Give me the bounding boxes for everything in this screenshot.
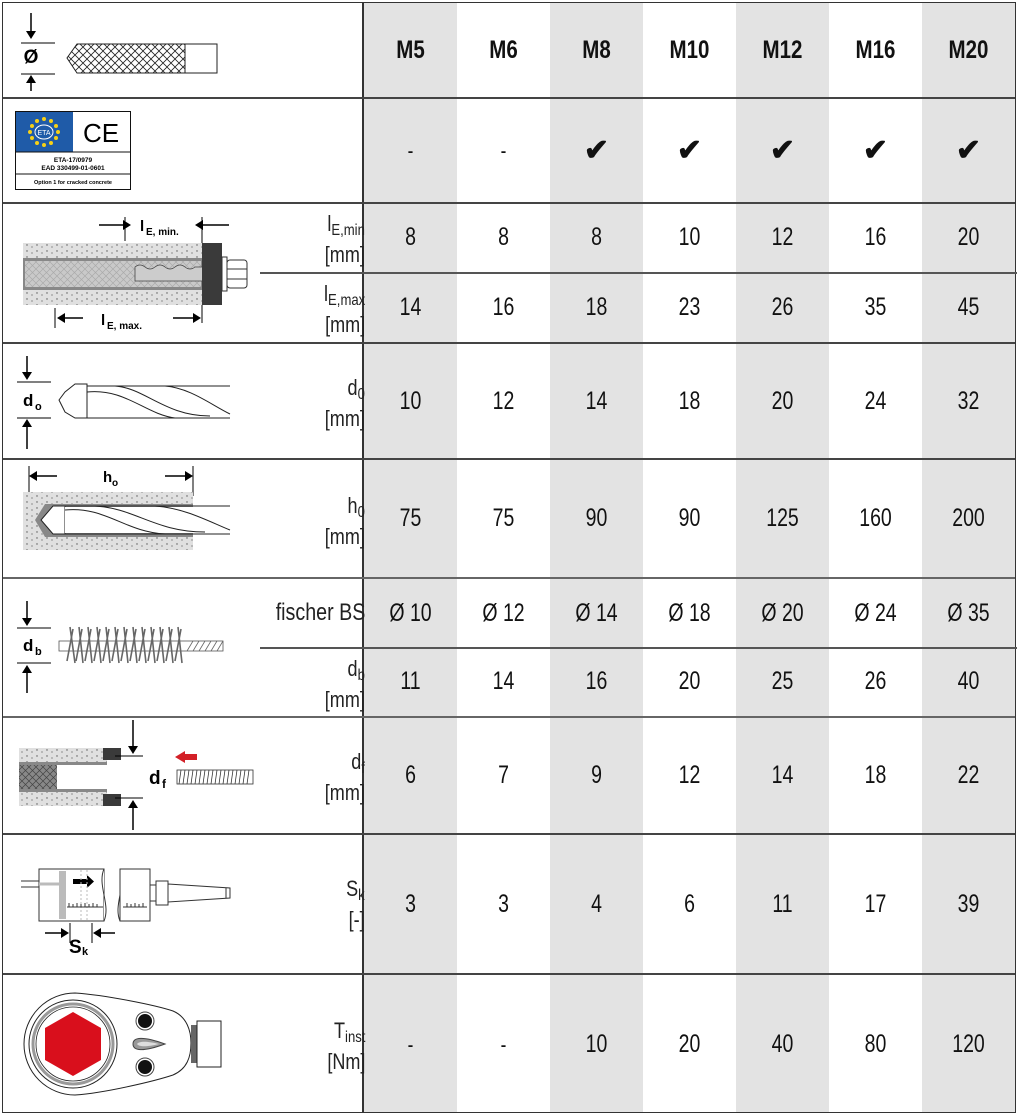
h0-m5: 75 <box>399 504 422 532</box>
brush-m12: Ø 20 <box>761 598 804 627</box>
eta-value-m6: - <box>500 137 507 163</box>
le-max-m6: 16 <box>492 292 515 321</box>
svg-text:S: S <box>69 937 82 955</box>
svg-text:l: l <box>101 312 106 329</box>
brush-diameter-row <box>3 647 1015 716</box>
tinst-m5: - <box>407 1031 414 1057</box>
h0-label: $h_0$ [mm] <box>324 493 365 549</box>
brush-m10: Ø 18 <box>668 598 711 627</box>
df-m6: 7 <box>498 761 509 789</box>
le-min-m10: 10 <box>678 222 701 251</box>
torque-wrench-icon <box>15 987 225 1102</box>
h0-m20: 200 <box>952 504 985 532</box>
h0-m6: 75 <box>492 504 515 532</box>
d0-m6: 12 <box>492 386 515 415</box>
d0-m20: 32 <box>957 386 980 415</box>
svg-text:E, max.: E, max. <box>107 321 143 332</box>
tinst-m20: 120 <box>952 1030 985 1058</box>
anchor-specification-table <box>2 2 1016 1113</box>
eta-value-m5: - <box>407 137 414 163</box>
sk-m5: 3 <box>405 889 416 918</box>
db-m12: 25 <box>771 667 794 695</box>
d0-label: $d_0$ [mm] <box>324 375 365 431</box>
db-m8: 16 <box>585 667 608 695</box>
svg-text:Ø: Ø <box>23 47 39 68</box>
eta-checkmark-icon-m10: ✔ <box>676 134 703 167</box>
drill-diameter-row <box>3 344 1015 458</box>
le-min-m16: 16 <box>864 222 887 251</box>
db-m5: 11 <box>400 667 421 695</box>
le-min-m5: 8 <box>405 222 416 251</box>
tinst-m10: 20 <box>678 1030 701 1058</box>
svg-text:ETA-17/0979: ETA-17/0979 <box>53 157 93 164</box>
tinst-m16: 80 <box>864 1030 887 1058</box>
svg-text:o: o <box>35 401 42 413</box>
dispenser-scale-icon <box>15 855 245 955</box>
d0-m10: 18 <box>678 386 701 415</box>
drill-bit-diameter-icon <box>15 354 235 452</box>
le-max-m8: 18 <box>585 292 608 321</box>
fixture-clearance-row <box>3 718 1015 833</box>
df-m20: 22 <box>957 761 980 789</box>
d0-m5: 10 <box>399 386 422 415</box>
df-m16: 18 <box>864 761 887 789</box>
column-header-m12: M12 <box>762 35 803 64</box>
column-header-m16: M16 <box>855 35 896 64</box>
le-max-m5: 14 <box>399 292 422 321</box>
h0-m12: 125 <box>766 504 799 532</box>
h0-m10: 90 <box>678 504 701 532</box>
df-m8: 9 <box>591 761 602 789</box>
sk-label: $S_k$ [-] <box>346 876 365 932</box>
df-label: $d_f$ [mm] <box>324 749 365 805</box>
le-min-m20: 20 <box>957 222 980 251</box>
embedment-max-row <box>3 272 1015 342</box>
header-row <box>3 3 1015 97</box>
le-max-label: $l_{E,max}$ [mm] <box>323 281 365 337</box>
sk-m16: 17 <box>864 889 887 918</box>
brush-m6: Ø 12 <box>482 598 525 627</box>
column-header-m20: M20 <box>948 35 989 64</box>
svg-text:o: o <box>112 478 119 489</box>
tinst-label: $T_{inst}$ [Nm] <box>326 1018 365 1074</box>
sk-m12: 11 <box>772 889 793 918</box>
drill-hole-depth-icon <box>15 464 235 552</box>
d0-m12: 20 <box>771 386 794 415</box>
sk-m6: 3 <box>498 889 509 918</box>
eta-ce-certification-logo <box>15 111 131 191</box>
svg-text:d: d <box>23 391 34 410</box>
brush-type-label: fischer BS <box>275 599 365 626</box>
column-header-m6: M6 <box>489 35 518 64</box>
db-m20: 40 <box>957 667 980 695</box>
installation-torque-row <box>3 975 1015 1114</box>
le-min-m8: 8 <box>591 222 602 251</box>
diameter-threaded-rod-icon <box>15 11 225 91</box>
sk-m20: 39 <box>957 889 980 918</box>
fixture-hole-diameter-icon <box>15 718 255 833</box>
eta-checkmark-icon-m16: ✔ <box>862 134 889 167</box>
svg-text:f: f <box>162 777 166 791</box>
df-m5: 6 <box>405 761 416 789</box>
embedment-min-row <box>3 202 1015 272</box>
tinst-m8: 10 <box>585 1030 608 1058</box>
db-label: $d_b$ [mm] <box>324 656 365 712</box>
le-max-m20: 45 <box>957 292 980 321</box>
svg-text:Option 1 for cracked concrete: Option 1 for cracked concrete <box>34 180 112 186</box>
le-min-m12: 12 <box>771 222 794 251</box>
svg-text:l: l <box>140 218 145 235</box>
db-m10: 20 <box>678 667 701 695</box>
eta-checkmark-icon-m20: ✔ <box>955 134 982 167</box>
brush-m16: Ø 24 <box>854 598 897 627</box>
svg-text:ETA: ETA <box>37 130 51 137</box>
sk-m10: 6 <box>684 889 695 918</box>
dispenser-stroke-row <box>3 835 1015 973</box>
tinst-m6: - <box>500 1031 507 1057</box>
le-min-m6: 8 <box>498 222 509 251</box>
h0-m16: 160 <box>859 504 892 532</box>
df-m10: 12 <box>678 761 701 789</box>
db-m16: 26 <box>864 667 887 695</box>
svg-text:h: h <box>103 469 113 486</box>
brush-type-row <box>3 579 1015 647</box>
le-min-label: $l_{E,min}$ [mm] <box>324 211 365 267</box>
insertion-arrow-icon <box>175 751 197 763</box>
le-max-m16: 35 <box>864 292 887 321</box>
db-m6: 14 <box>492 667 515 695</box>
brush-m8: Ø 14 <box>575 598 618 627</box>
brush-m5: Ø 10 <box>389 598 432 627</box>
drill-hole-depth-row <box>3 460 1015 577</box>
column-header-m5: M5 <box>396 35 425 64</box>
d0-m8: 14 <box>585 386 608 415</box>
svg-text:E, min.: E, min. <box>146 227 179 238</box>
ce-mark-icon: CE <box>82 118 120 148</box>
h0-m8: 90 <box>585 504 608 532</box>
tinst-m12: 40 <box>771 1030 794 1058</box>
svg-text:EAD 330499-01-0601: EAD 330499-01-0601 <box>41 165 105 172</box>
df-m12: 14 <box>771 761 794 789</box>
svg-text:k: k <box>82 946 89 955</box>
svg-text:d: d <box>149 768 161 789</box>
eta-checkmark-icon-m8: ✔ <box>583 134 610 167</box>
sk-m8: 4 <box>591 889 602 918</box>
le-max-m12: 26 <box>771 292 794 321</box>
le-max-m10: 23 <box>678 292 701 321</box>
svg-text:d: d <box>23 636 34 655</box>
svg-text:b: b <box>35 646 42 658</box>
d0-m16: 24 <box>864 386 887 415</box>
brush-m20: Ø 35 <box>947 598 990 627</box>
column-header-m8: M8 <box>582 35 611 64</box>
eta-approval-row <box>3 99 1015 202</box>
column-header-m10: M10 <box>669 35 710 64</box>
eta-checkmark-icon-m12: ✔ <box>769 134 796 167</box>
